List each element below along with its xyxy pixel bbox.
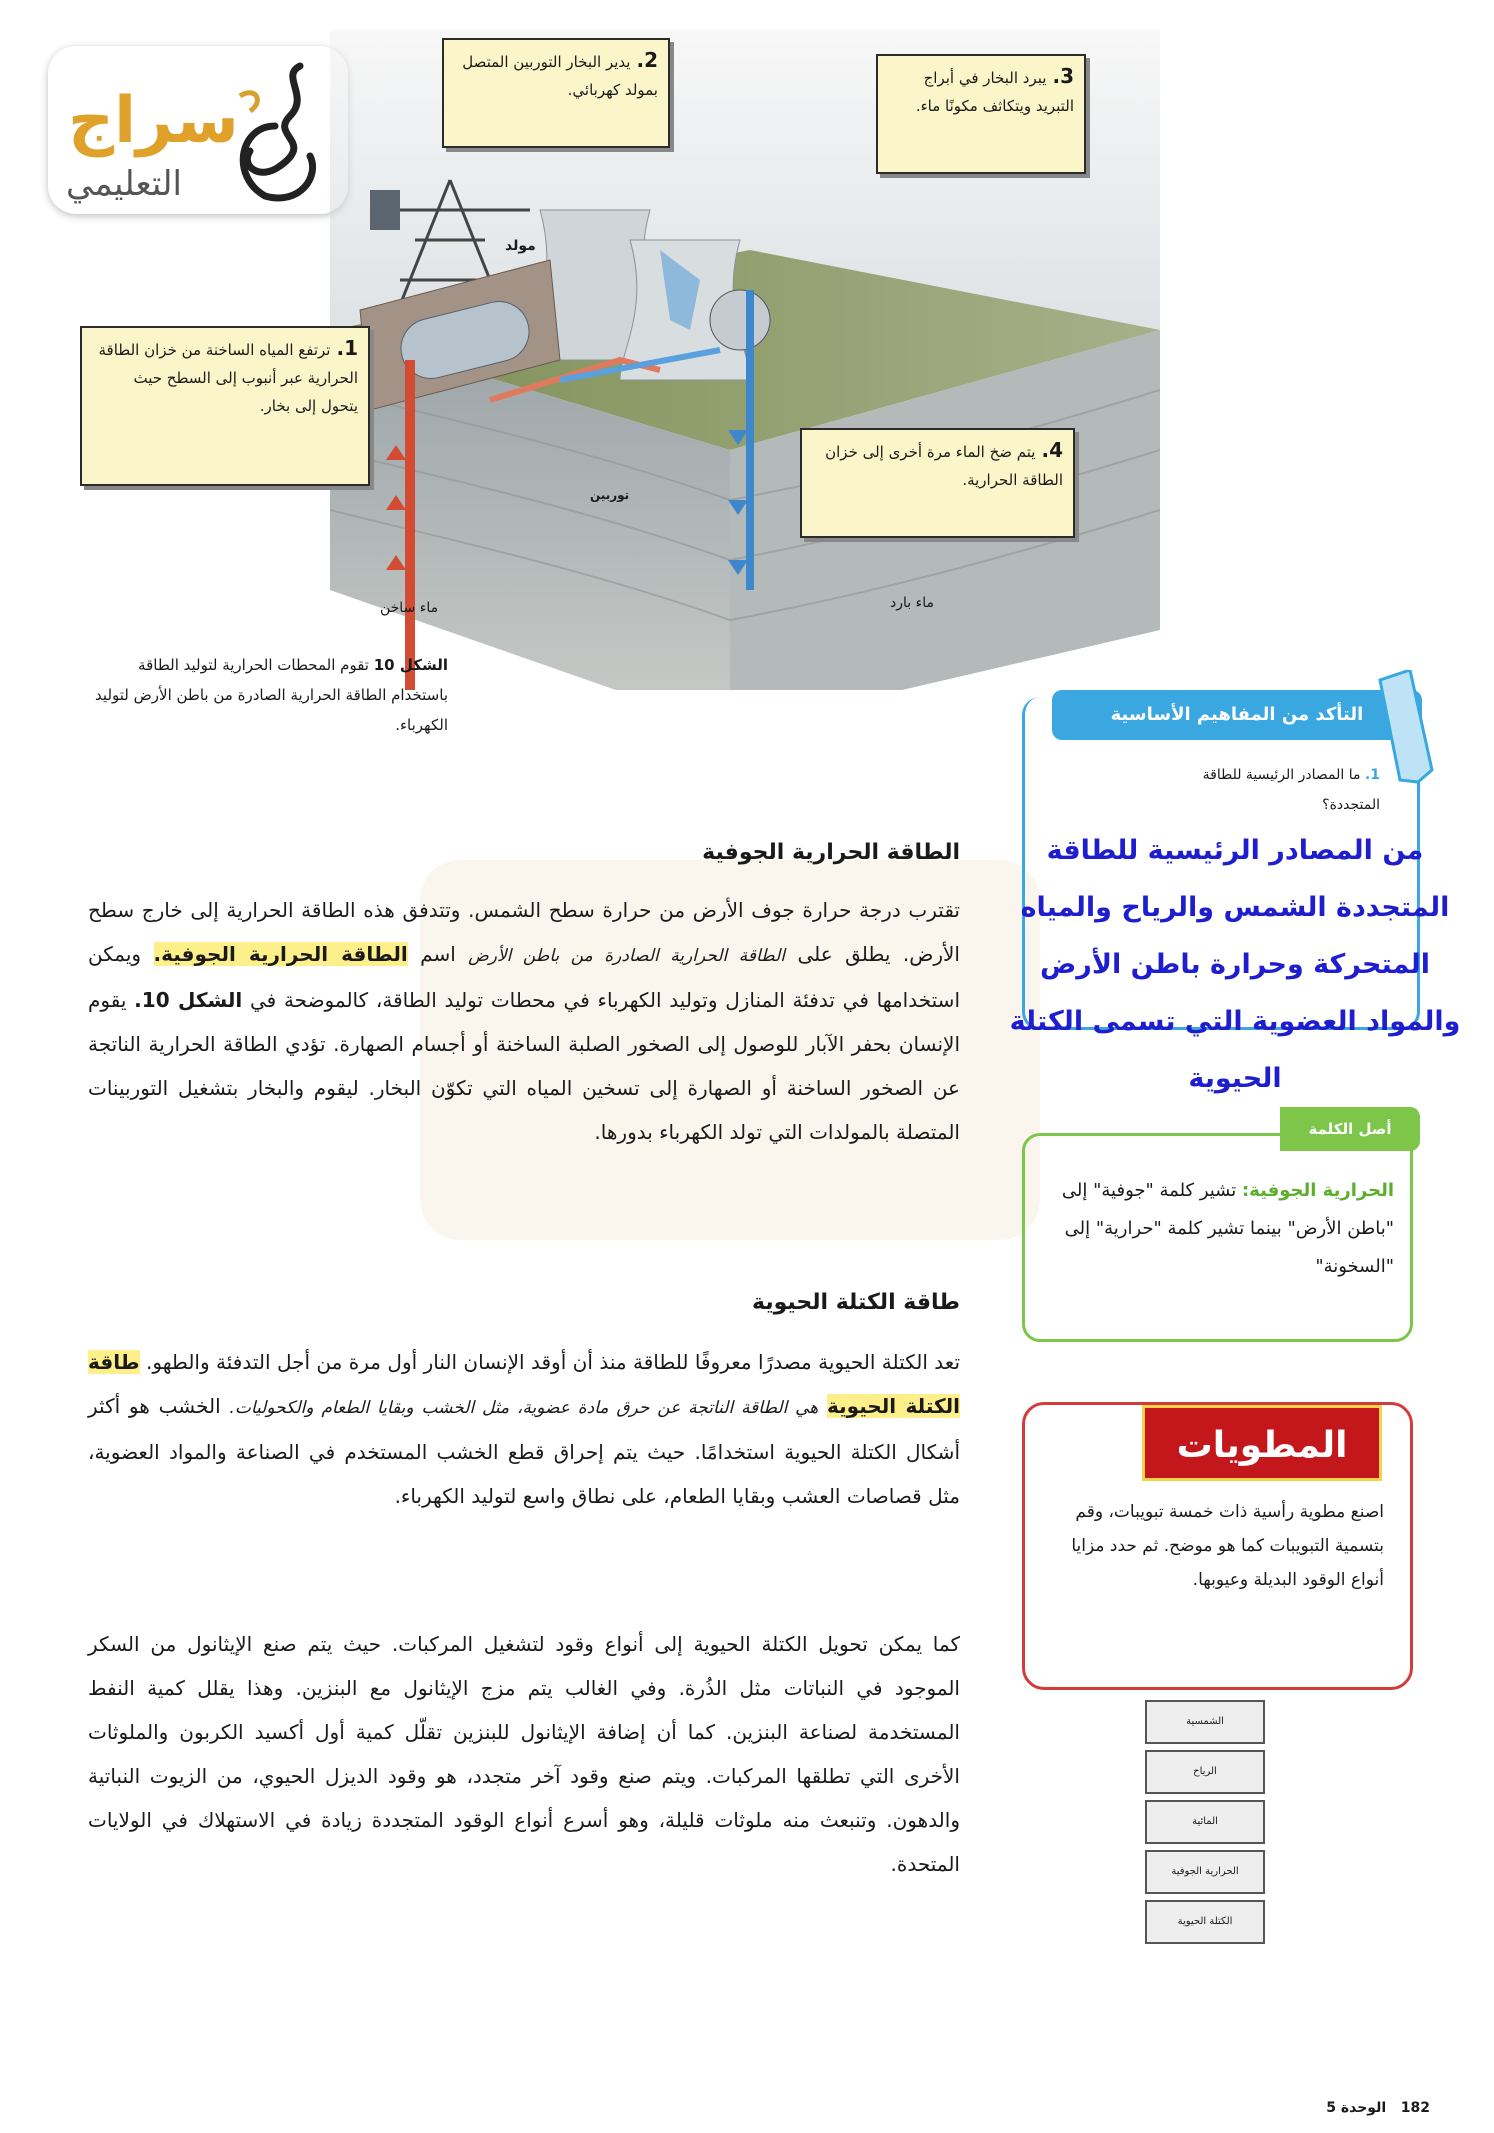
concept-check-title: التأكد من المفاهيم الأساسية	[1052, 690, 1422, 740]
biomass-paragraph-1: تعد الكتلة الحيوية مصدرًا معروفًا للطاقة منذ أن أوقد الإنسان النار أول مرة من أجل التدفئة والطهو. طاقة الكتلة الحيوية هي الطاقة الناتجة عن حرق مادة عضوية، مثل الخشب وبقايا الطعام والكحوليات. الخشب هو أكثر أشكال الكتلة الحيوية استخدامًا. حيث يتم إحراق قطع الخشب المستخدم في الصناعة والمواد العضوية، مثل قصاصات العشب وبقايا الطعام، على نطاق واسع لتوليد الكهرباء.	[88, 1350, 961, 1508]
label-generator: مولد	[505, 238, 536, 254]
page-footer	[1280, 2100, 1430, 2116]
foldable-tab: الرياح	[1145, 1750, 1265, 1794]
callout-step-4: 4.يتم ضخ الماء مرة أخرى إلى خزان الطاقة الحرارية.	[800, 428, 1075, 538]
label-cold-water: ماء بارد	[890, 595, 934, 611]
answer-text: من المصادر الرئيسية للطاقة المتجددة الشمس والرياح والمياه المتحركة وحرارة باطن الأرض والمواد العضوية التي تسمى الكتلة الحيوية	[1009, 835, 1461, 1094]
geothermal-paragraph: تقترب درجة حرارة جوف الأرض من حرارة سطح الشمس. وتتدفق هذه الطاقة الحرارية إلى خارج سطح الأرض. يطلق على الطاقة الحرارية الصادرة من باطن الأرض اسم الطاقة الحرارية الجوفية. ويمكن استخدامها في تدفئة المنازل وتوليد الكهرباء في محطات توليد الطاقة، كالموضحة في الشكل 10. يقوم الإنسان بحفر الآبار للوصول إلى الصخور الصلبة الساخنة أو أجسام الصهارة. تؤدي الطاقة الحرارية الناتجة عن الصخور الساخنة أو الصهارة إلى تسخين المياه التي تكوّن البخار. ليقوم والبخار بتشغيل التوربينات المتصلة بالمولدات التي تولد الكهرباء بدورها.	[88, 898, 960, 1144]
biomass-heading: طاقة الكتلة الحيوية	[752, 1290, 960, 1315]
biomass-paragraph-2: كما يمكن تحويل الكتلة الحيوية إلى أنواع وقود لتشغيل المركبات. حيث يتم صنع الإيثانول من السكر الموجود في النباتات مثل الذُرة. وفي الغالب يتم مزج الإيثانول مع البنزين. وهذا يقلل كمية النفط المستخدمة لصناعة البنزين. كما أن إضافة الإيثانول للبنزين تقلّل كمية أول أكسيد الكربون والملوثات الأخرى التي تطلقها المركبات. ويتم صنع وقود آخر متجدد، هو وقود الديزل الحيوي، من الزيوت النباتية والدهون. وتنبعث منه ملوثات قليلة، وهو أسرع أنواع الوقود المتجددة زيادة في الاستهلاك في الولايات المتحدة.	[88, 1632, 960, 1876]
label-turbine: توربين	[590, 488, 630, 502]
page-number: 182	[1400, 2100, 1430, 2116]
figure-caption-text: تقوم المحطات الحرارية لتوليد الطاقة باستخدام الطاقة الحرارية الصادرة من باطن الأرض لتوليد الكهرباء.	[95, 656, 448, 734]
pencil-icon	[1370, 670, 1440, 790]
concept-check-question: 1. ما المصادر الرئيسية للطاقة المتجددة؟	[1202, 767, 1380, 813]
callout-step-2: 2.يدير البخار التوربين المتصل بمولد كهربائي.	[442, 38, 670, 148]
figure-ref: الشكل 10	[373, 656, 448, 674]
foldable-illustration	[1145, 1700, 1285, 1950]
brand-logo	[48, 46, 348, 214]
logo-subtitle: التعليمي	[66, 164, 182, 204]
callout-step-3: 3.يبرد البخار في أبراج التبريد ويتكاثف مكونًا ماء.	[876, 54, 1086, 174]
foldable-tab: الكتلة الحيوية	[1145, 1900, 1265, 1944]
logo-name: سراج	[68, 84, 239, 158]
foldable-tab: المائية	[1145, 1800, 1265, 1844]
unit-label: الوحدة 5	[1326, 2100, 1387, 2116]
foldables-text: اصنع مطوية رأسية ذات خمسة تبويبات، وقم بتسمية التبويبات كما هو موضح. ثم حدد مزايا أنواع الوقود البديلة وعيوبها.	[1071, 1502, 1384, 1590]
word-origin-text: الحرارية الجوفية: تشير كلمة "جوفية" إلى "باطن الأرض" بينما تشير كلمة "حرارية" إلى "السخونة"	[1061, 1180, 1394, 1277]
foldables-title: المطويات	[1142, 1405, 1382, 1481]
term-geothermal: الطاقة الحرارية الجوفية.	[153, 942, 408, 966]
term-biomass: طاقة الكتلة الحيوية	[88, 1350, 960, 1418]
word-origin-title: أصل الكلمة	[1280, 1107, 1420, 1151]
foldable-tab: الشمسية	[1145, 1700, 1265, 1744]
figure-caption	[88, 650, 448, 740]
label-hot-water: ماء ساخن	[380, 600, 439, 616]
callout-step-1: 1.ترتفع المياه الساخنة من خزان الطاقة الحرارية عبر أنبوب إلى السطح حيث يتحول إلى بخار.	[80, 326, 370, 486]
foldable-tab: الحرارية الجوفية	[1145, 1850, 1265, 1894]
geothermal-heading: الطاقة الحرارية الجوفية	[702, 840, 960, 865]
